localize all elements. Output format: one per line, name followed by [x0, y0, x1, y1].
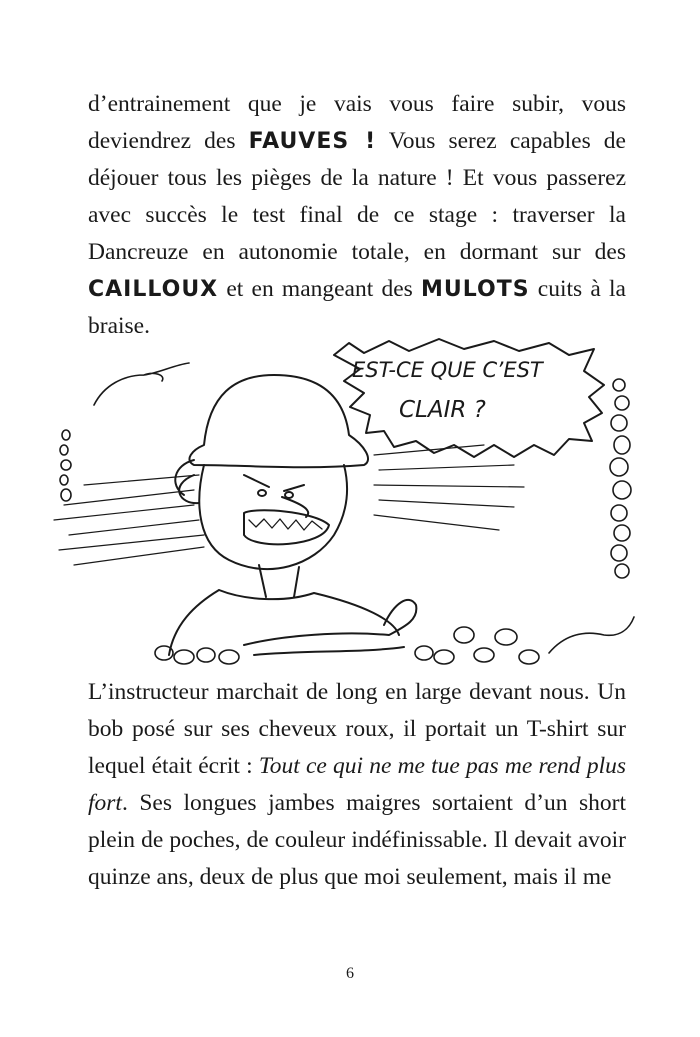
hair: [175, 460, 199, 503]
bucket-hat: [189, 375, 368, 467]
page-number: 6: [346, 965, 354, 982]
paragraph-2: [88, 674, 626, 896]
text-segment: cuits à la braise.: [88, 276, 626, 339]
text-segment: et en mangeant des: [218, 276, 422, 302]
text-segment: L’instructeur marchait de long en large devant nous. Un bob posé sur ses cheveux roux, il portait un T-shirt sur lequel était écrit :: [88, 679, 626, 779]
speech-text-line-1: EST-CE QUE C’EST: [352, 358, 543, 382]
mouse-bottom-right: [549, 617, 634, 653]
text-segment: d’entrainement que je vais vous faire subir, vous deviendrez des: [88, 91, 626, 154]
italic-quote: Tout ce qui ne me tue pas me rend plus fort: [88, 753, 626, 816]
mouse-top-left: [94, 363, 189, 405]
text-segment: . Ses longues jambes maigres sortaient d’un short plein de poches, de couleur indéfinissable. Il devait avoir quinze ans, deux de plus que moi seulement, mais il me: [88, 790, 626, 890]
paragraph-1: [88, 86, 626, 345]
pebble-border-left: [60, 430, 71, 501]
angry-eyebrows: [244, 475, 304, 491]
speech-text-line-2: CLAIR ?: [399, 397, 486, 423]
t-shirt: [169, 590, 399, 655]
hand-lettered-fauves: FAUVES !: [248, 129, 377, 154]
pebble-border-right: [610, 379, 631, 578]
arms: [244, 600, 416, 655]
face: [199, 465, 347, 569]
hand-lettered-mulots: MULOTS: [421, 277, 530, 302]
shout-lines: [54, 445, 524, 565]
hand-lettered-cailloux: CAILLOUX: [88, 277, 219, 302]
text-segment: Vous serez capables de déjouer tous les pièges de la nature ! Et vous passerez avec succès le test final de ce stage : traverser la Dancreuze en autonomie totale, en dormant sur des: [88, 128, 626, 265]
instructor-illustration: [44, 335, 654, 670]
